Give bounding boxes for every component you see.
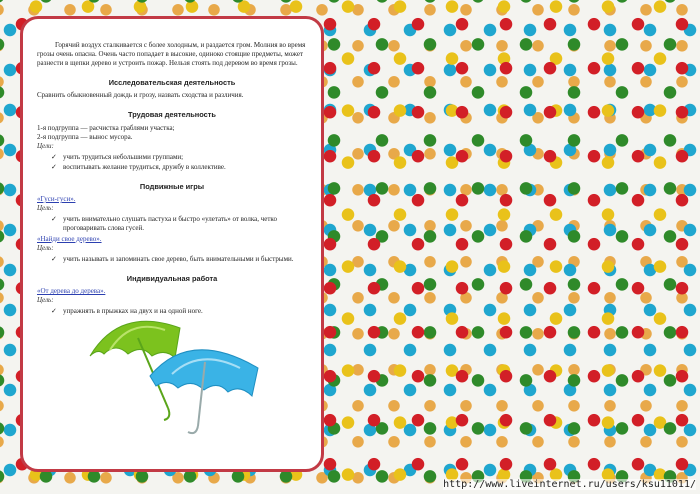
labor-line-2: 2-я подгруппа — вынос мусора. (37, 132, 133, 141)
research-title: Исследовательская деятельность (108, 77, 236, 87)
list-item: ✓ учить называть и запоминать свое дерево, быть внимательными и быстрыми. (51, 255, 307, 264)
individual-game-title[interactable]: «От дерева до дерева». (37, 287, 106, 296)
game-1-title[interactable]: «Гуси-гуси». (37, 194, 76, 203)
game-1-goals-label: Цель: (37, 203, 54, 212)
game-2-goals-list (37, 255, 307, 264)
labor-goals-label: Цели: (37, 141, 54, 150)
list-item: ✓ учить трудиться небольшими группами; (51, 153, 307, 162)
labor-goals-list (37, 153, 307, 172)
list-item: ✓ воспитывать желание трудиться, дружбу в коллективе. (51, 163, 307, 172)
umbrellas-illustration (80, 308, 260, 438)
game-2-title[interactable]: «Найди свое дерево». (37, 234, 102, 243)
individual-title: Индивидуальная работа (126, 273, 218, 283)
list-item: ✓ упражнять в прыжках на двух и на одной ноге. (51, 307, 307, 316)
list-item: ✓ учить внимательно слушать пастуха и быстро «улетать» от волка, четко проговаривать слова гусей. (51, 215, 307, 233)
game-1-goals-list (37, 215, 307, 233)
intro-paragraph: Горячий воздух сталкивается с более холодным, и раздается гром. Молния во время грозы очень опасна. Очень часто попадает в высокие, одиноко стоящие предметы, может разнести в щепки дерево и устроить пожар. Нельзя стоять под деревом во время грозы. (37, 41, 306, 67)
blue-umbrella-icon (150, 350, 258, 433)
games-title: Подвижные игры (139, 181, 205, 191)
labor-title: Трудовая деятельность (128, 110, 216, 120)
labor-line-1: 1-я подгруппа — расчистка граблями участка; (37, 123, 175, 132)
research-text: Сравнить обыкновенный дождь и грозу, назвать сходства и различия. (37, 91, 244, 100)
individual-goals-label: Цель: (37, 296, 54, 305)
game-2-goals-label: Цель: (37, 243, 54, 252)
watermark-url: http://www.liveinternet.ru/users/ksu11011/ (443, 479, 696, 490)
